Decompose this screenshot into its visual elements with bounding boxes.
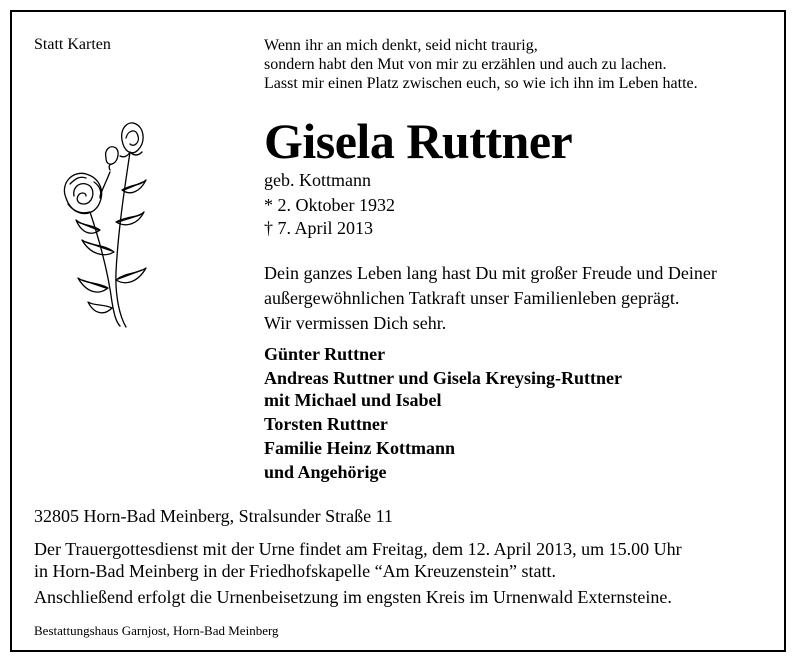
tribute-line: Dein ganzes Leben lang hast Du mit großer Freude und Deiner (264, 263, 717, 283)
mourner-entry: Torsten Ruttner (264, 414, 388, 434)
mourner-entry: Günter Ruttner (264, 344, 386, 364)
death-date: † 7. April 2013 (264, 218, 374, 238)
mourner-entry: und Angehörige (264, 462, 387, 482)
birth-name: geb. Kottmann (264, 170, 371, 190)
mourner-entry: Familie Heinz Kottmann (264, 438, 455, 458)
address: 32805 Horn-Bad Meinberg, Stralsunder Straße 11 (34, 506, 393, 526)
mourner-entry: Andreas Ruttner und Gisela Kreysing-Ruttner (264, 368, 623, 388)
service-line: Der Trauergottesdienst mit der Urne findet am Freitag, dem 12. April 2013, um 15.00 Uhr (34, 539, 682, 559)
tribute-line: außergewöhnlichen Tatkraft unser Familienleben geprägt. (264, 288, 680, 308)
rose-drawing-icon (50, 112, 150, 332)
tribute-text (264, 261, 717, 336)
poem-line: sondern habt den Mut von mir zu erzählen und auch zu lachen. (264, 56, 667, 73)
service-info (34, 538, 682, 582)
birth-date: * 2. Oktober 1932 (264, 195, 395, 215)
poem-line: Lasst mir einen Platz zwischen euch, so wie ich ihn im Leben hatte. (264, 75, 698, 92)
statt-karten-label: Statt Karten (34, 36, 111, 53)
burial-info: Anschließend erfolgt die Urnenbeisetzung im engsten Kreis im Urnenwald Externsteine. (34, 587, 672, 607)
tribute-line: Wir vermissen Dich sehr. (264, 313, 447, 333)
funeral-home: Bestattungshaus Garnjost, Horn-Bad Meinberg (34, 623, 279, 638)
service-line: in Horn-Bad Meinberg in der Friedhofskapelle “Am Kreuzenstein” statt. (34, 561, 557, 581)
mourner-entry: mit Michael und Isabel (264, 390, 442, 410)
poem (264, 36, 698, 93)
deceased-name: Gisela Ruttner (264, 113, 573, 169)
mourners-list (264, 342, 622, 484)
poem-line: Wenn ihr an mich denkt, seid nicht traurig, (264, 37, 538, 54)
